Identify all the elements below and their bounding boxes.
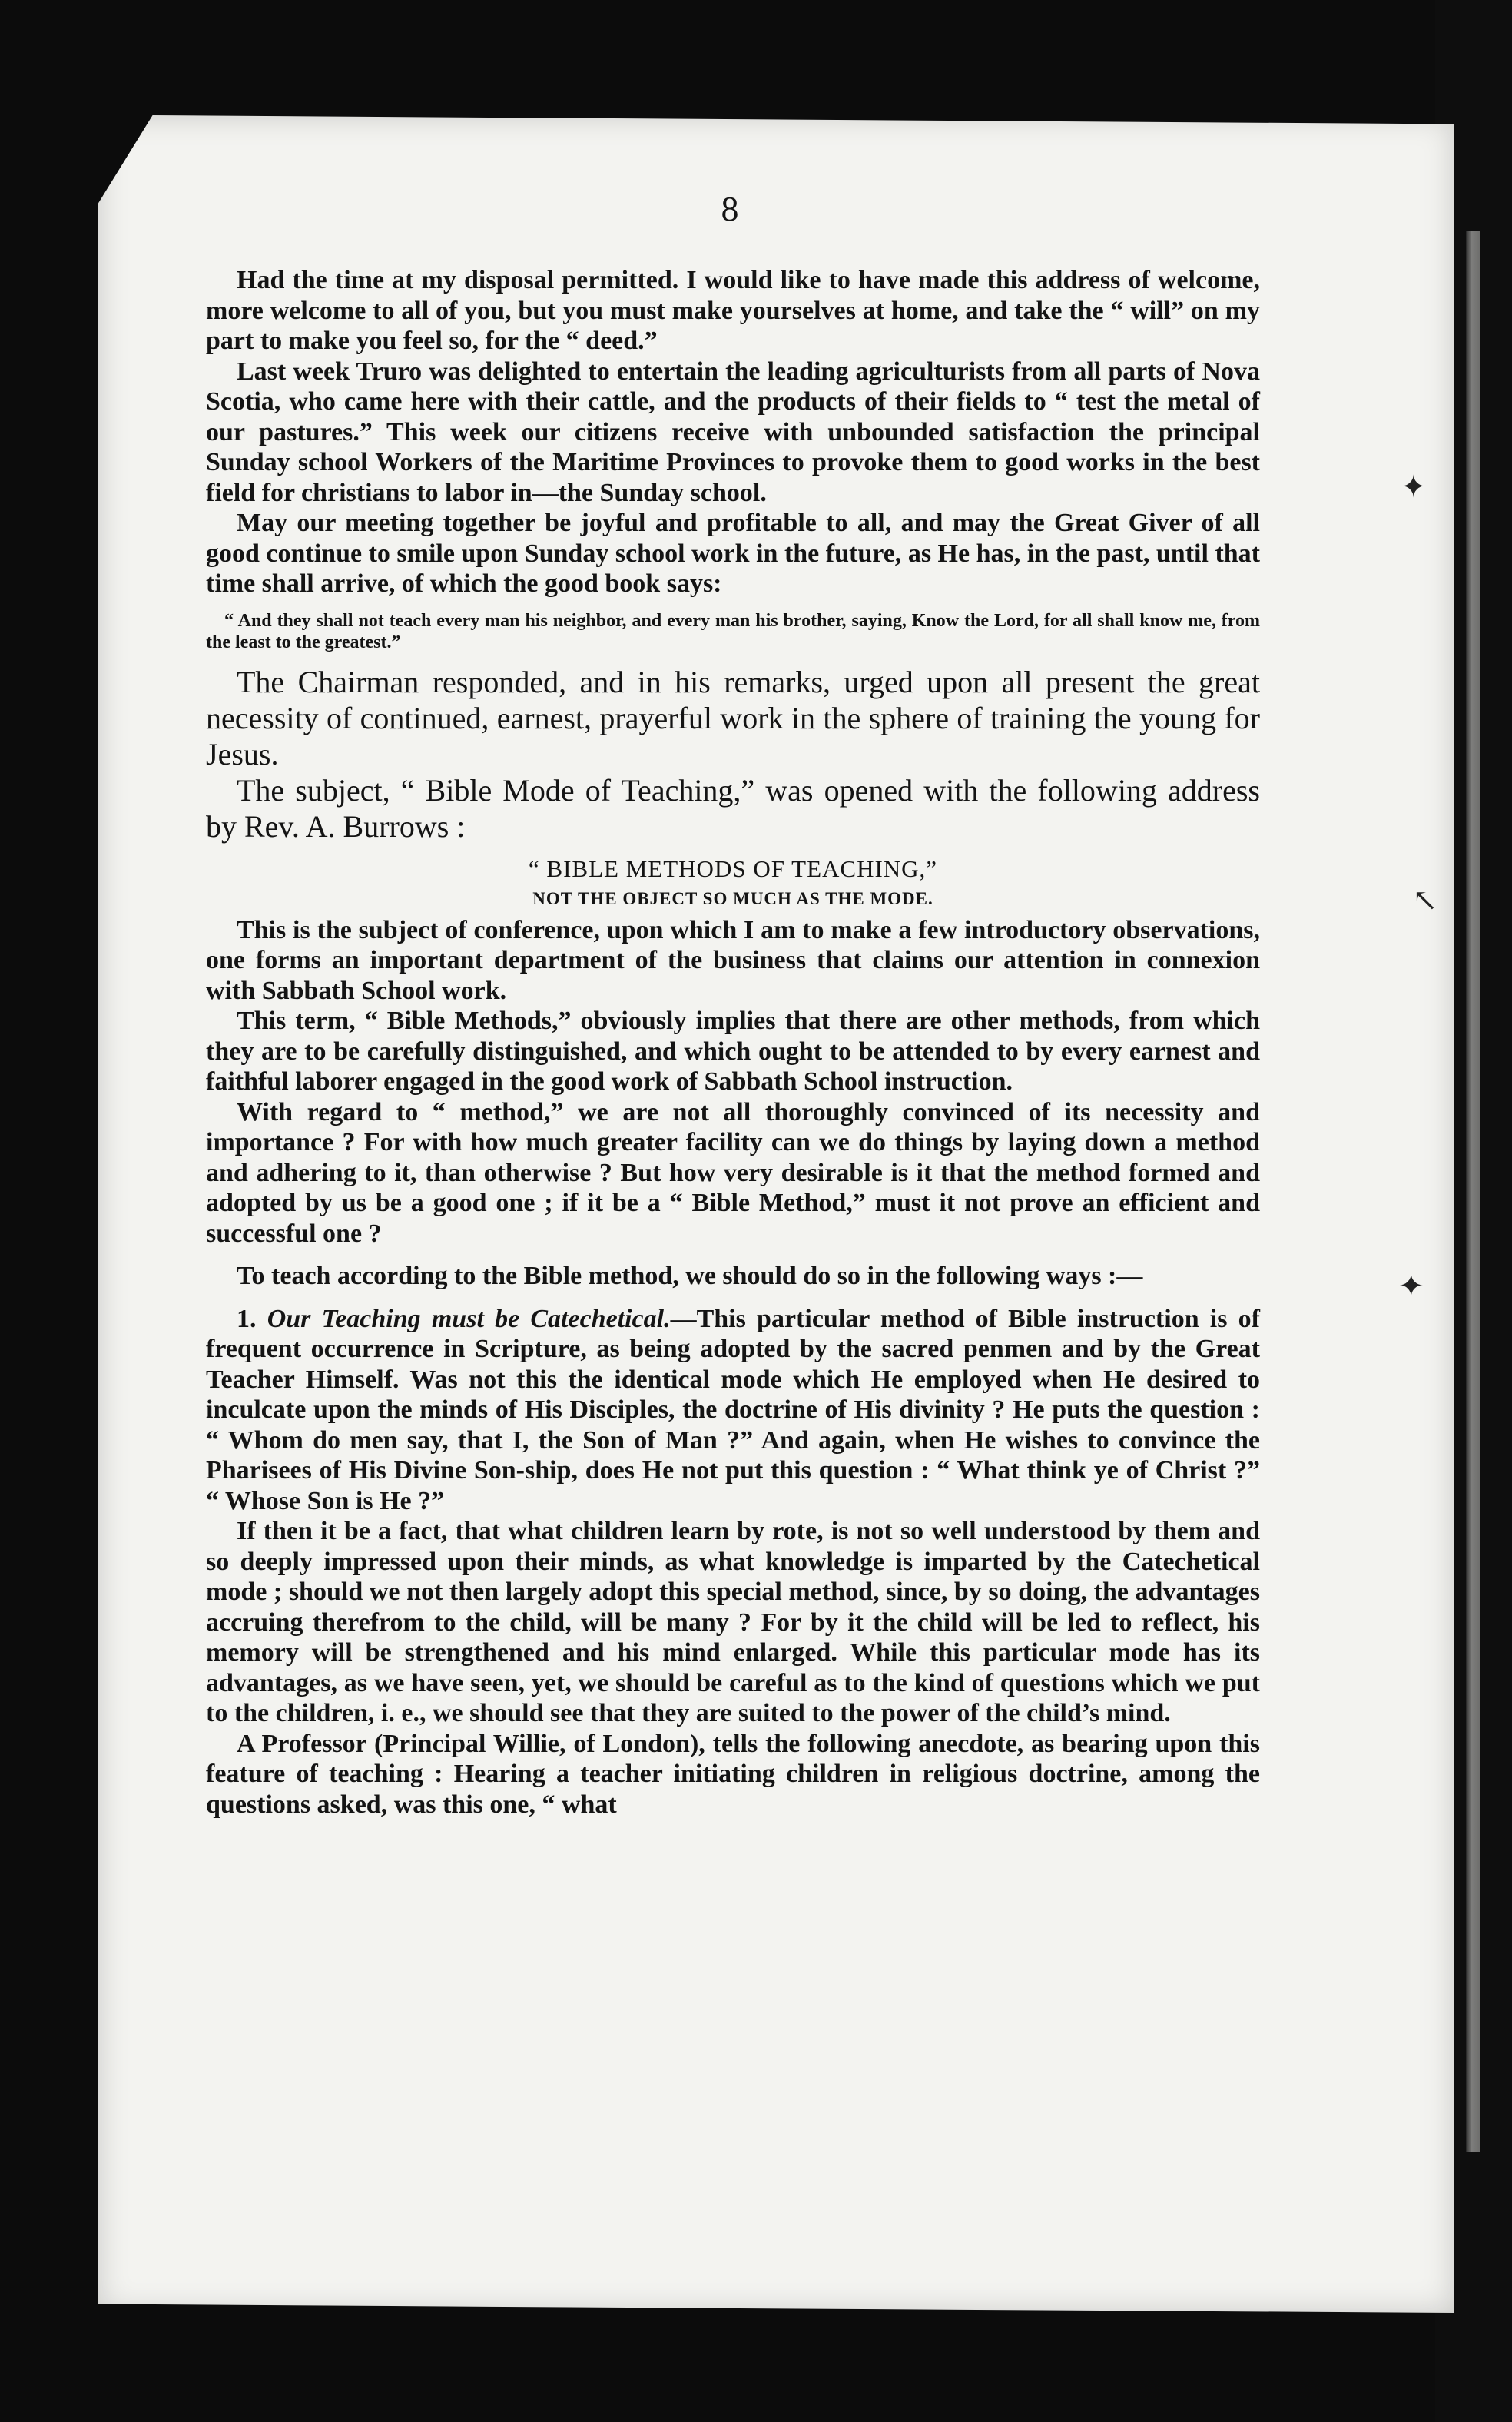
section-subheading: NOT THE OBJECT SO MUCH AS THE MODE. <box>532 888 933 908</box>
numbered-paragraph <box>206 1304 1260 1517</box>
paragraph: May our meeting together be joyful and profitable to all, and may the Great Giver of all good continue to smile upon Sunday school work in the future, as He has, in the past, until that time shall arrive, of which the good book says: <box>206 509 1260 598</box>
margin-mark: ✦ <box>1401 469 1427 504</box>
paragraph: Had the time at my disposal permitted. I would like to have made this address of welcome, more welcome to all of you, but you must make yourselves at home, and take the “ will” on my part to make you feel so, for the “ deed.” <box>206 266 1260 355</box>
paragraph: To teach according to the Bible method, we should do so in the following ways :— <box>237 1262 1143 1290</box>
paragraph: A Professor (Principal Willie, of London), tells the following anecdote, as bearing upon this feature of teaching : Hearing a teacher initiating children in religious doctrine, among the questions asked, was this one, “ what <box>206 1729 1260 1819</box>
page-text <box>206 265 1260 1820</box>
paragraph: The Chairman responded, and in his remarks, urged upon all present the great necessity of continued, earnest, prayerful work in the sphere of training the young for Jesus. <box>206 664 1260 771</box>
adjacent-page-edge <box>1466 231 1480 2152</box>
item-title: Our Teaching must be Catechetical. <box>267 1304 671 1333</box>
paragraph: This is the subject of conference, upon which I am to make a few introductory observations, one forms an important department of the business that claims our attention in connexion with Sabbath School work. <box>206 915 1260 1005</box>
paragraph: This term, “ Bible Methods,” obviously implies that there are other methods, from which they are to be carefully distinguished, and which ought to be attended to by every earnest and faithful laborer engaged in the good work of Sabbath School instruction. <box>206 1007 1260 1096</box>
scripture-quote: “ And they shall not teach every man his neighbor, and every man his brother, saying, Know the Lord, for all shall know me, from the least to the greatest.” <box>206 610 1260 652</box>
margin-mark: ✦ <box>1398 1269 1424 1303</box>
item-text: —This particular method of Bible instruction is of frequent occurrence in Scripture, as being adopted by the sacred penmen and by the Great Teacher Himself. Was not this the identical mode which He employed when He desired to inculcate upon the minds of His Disciples, the doctrine of His divinity ? He puts the question : “ Whom do men say, that I, the Son of Man ?” And again, when He wishes to convince the Pharisees of His Divine Son-ship, does He not put this question : “ What think ye of Christ ?” “ Whose Son is He ?” <box>206 1304 1260 1515</box>
paragraph: If then it be a fact, that what children learn by rote, is not so well understood by them and so deeply impressed upon their minds, as what knowledge is imparted by the Catechetical mode ; should we not then largely adopt this special method, since, by so doing, the advantages accruing therefrom to the child, will be many ? For by it the child will be led to reflect, his memory will be strengthened and his mind enlarged. While this particular mode has its advantages, as we have seen, yet, we should be careful as to the kind of questions which we put to the children, i. e., we should see that they are suited to the power of the child’s mind. <box>206 1517 1260 1727</box>
paragraph: Last week Truro was delighted to entertain the leading agriculturists from all parts of Nova Scotia, who came here with their cattle, and the products of their fields to “ test the metal of our pastures.” This week our citizens receive with unbounded satisfaction the principal Sunday school Workers of the Maritime Provinces to provoke them to good works in the best field for christians to labor in—the Sunday school. <box>206 357 1260 507</box>
item-number: 1. <box>237 1304 257 1333</box>
section-heading: “ BIBLE METHODS OF TEACHING,” <box>528 854 938 882</box>
page-number: 8 <box>721 189 739 228</box>
margin-mark: ↖ <box>1412 883 1438 917</box>
paragraph: With regard to “ method,” we are not all thoroughly convinced of its necessity and importance ? For with how much greater facility can we do things by laying down a method and adhering to it, than otherwise ? But how very desirable is it that the method formed and adopted by us be a good one ; if it be a “ Bible Method,” must it not prove an efficient and successful one ? <box>206 1097 1260 1248</box>
paragraph: The subject, “ Bible Mode of Teaching,” was opened with the following address by Rev. A. Burrows : <box>206 772 1260 844</box>
